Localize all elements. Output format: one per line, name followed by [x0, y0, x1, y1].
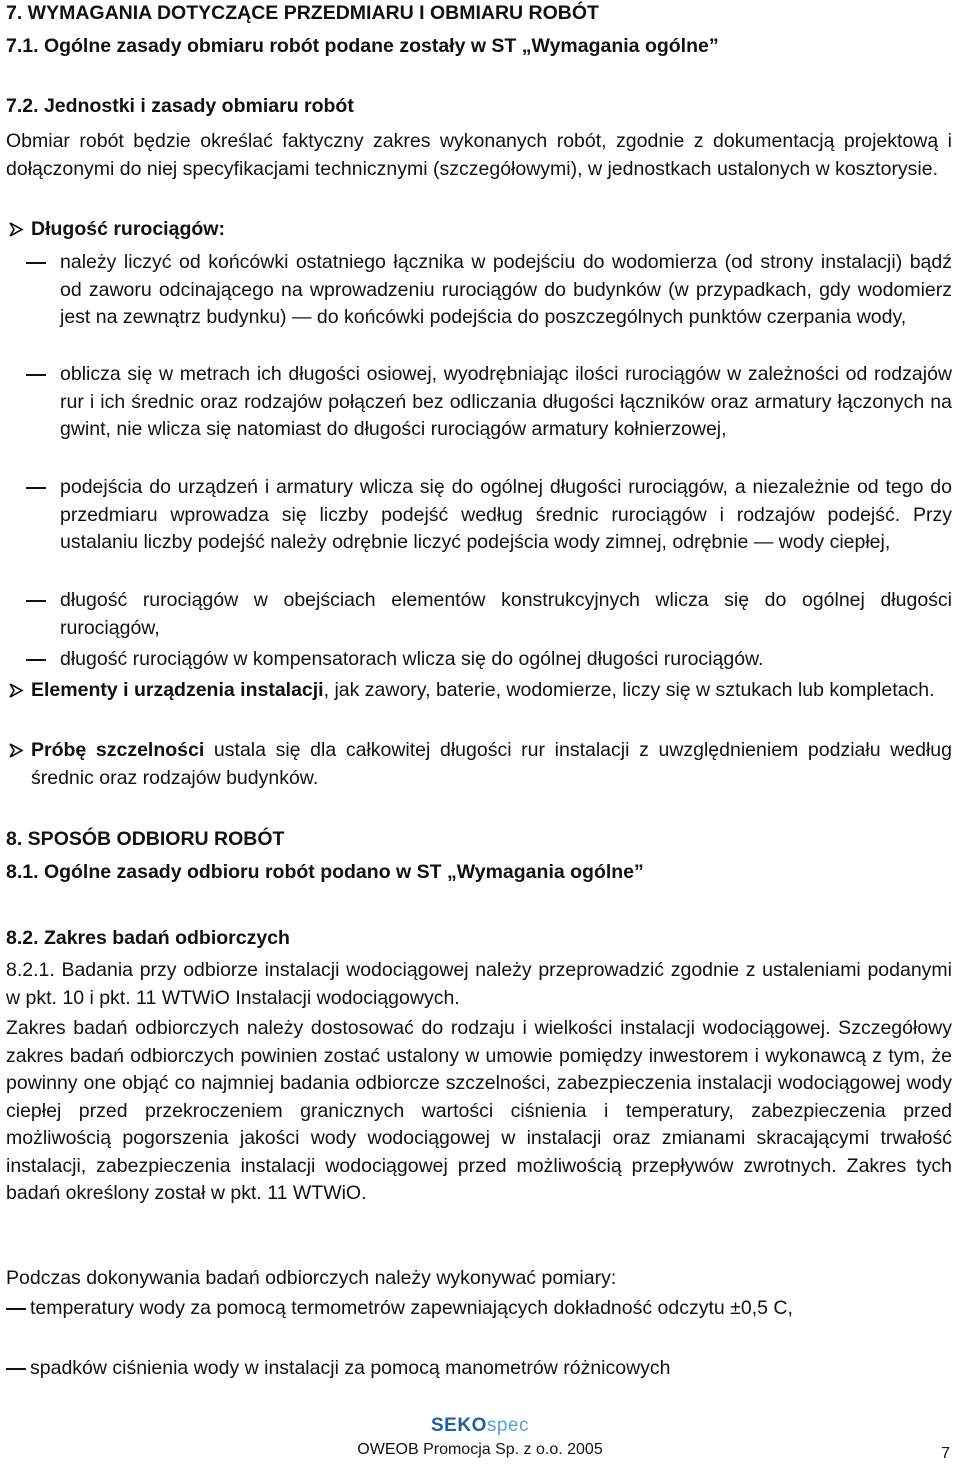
- measurements-intro: Podczas dokonywania badań odbiorczych należy wykonywać pomiary:: [6, 1267, 617, 1289]
- section-7-heading: 7. WYMAGANIA DOTYCZĄCE PRZEDMIARU I OBMIARU ROBÓT: [6, 2, 599, 24]
- bullet-elements: [6, 677, 952, 705]
- dash-marker: [26, 487, 46, 489]
- scope-paragraph: Zakres badań odbiorczych należy dostosować do rodzaju i wielkości instalacji wodociągowej. Szczegółowy zakres badań odbiorczych powinien zostać ustalony w umowie pomiędzy inwestorem i wykonawcą z tym, że powinny one objąć co najmniej badania odbiorcze szczelności, zabezpieczenia instalacji wodociągowej wody ciepłej przed przekroczeniem granicznych wartości ciśnienia i temperatury, zabezpieczenia przed możliwością pogorszenia jakości wody wodociągowej w instalacji oraz zmianami skracającymi trwałość instalacji, zabezpieczenia instalacji wodociągowej przed możliwością przepływów zwrotnych. Zakres tych badań określony został w pkt. 11 WTWiO.: [6, 1017, 952, 1204]
- list-item: [26, 646, 952, 674]
- bullet-bold: Elementy i urządzenia instalacji: [31, 679, 324, 701]
- list-item-text: oblicza się w metrach ich długości osiowej, wyodrębniając ilości rurociągów w zależności od rodzajów rur i ich średnic oraz rodzajów połączeń bez odliczania długości łączników oraz armatury łączonych na gwint, nie wlicza się natomiast do długości rurociągów armatury kołnierzowej,: [60, 363, 952, 440]
- list-item-text: spadków ciśnienia wody w instalacji za pomocą manometrów różnicowych: [30, 1357, 671, 1379]
- arrow-bullet-icon: [8, 216, 30, 243]
- list-item: [26, 587, 952, 642]
- list-item-text: długość rurociągów w obejściach elementów konstrukcyjnych wlicza się do ogólnej długości rurociągów,: [60, 589, 952, 639]
- page-number: 7: [941, 1445, 950, 1462]
- bullet-bold: Próbę szczelności: [31, 739, 205, 761]
- section-7-2-paragraph: Obmiar robót będzie określać faktyczny zakres wykonanych robót, zgodnie z dokumentacją projektową i dołączonymi do niej specyfikacjami technicznymi (szczegółowymi), w jednostkach ustalonych w kosztorysie.: [6, 130, 952, 180]
- list-item-text: należy liczyć od końcówki ostatniego łącznika w podejściu do wodomierza (od strony instalacji) bądź od zaworu odcinającego na wprowadzeniu rurociągów do budynków (w przypadkach, gdy wodomierz jest na zewnątrz budynku) — do końcówki podejścia do poszczególnych punktów czerpania wody,: [60, 251, 952, 328]
- list-item-text: długość rurociągów w kompensatorach wlicza się do ogólnej długości rurociągów.: [60, 648, 764, 670]
- sekospec-logo: SEKOspec: [431, 1415, 529, 1436]
- section-8-heading: 8. SPOSÓB ODBIORU ROBÓT: [6, 828, 285, 850]
- dash-marker: [6, 1308, 26, 1310]
- dash-marker: [26, 600, 46, 602]
- bullet-rest: ustala się dla całkowitej długości rur instalacji z uwzględnieniem podziału według średnic oraz rodzajów budynków.: [31, 739, 952, 789]
- arrow-bullet-icon: [8, 737, 30, 764]
- bullet-leak-test: [6, 737, 952, 792]
- list-item: [6, 1355, 952, 1383]
- section-8-2-heading: 8.2. Zakres badań odbiorczych: [6, 927, 290, 949]
- list-item: [26, 361, 952, 444]
- list-item: [26, 249, 952, 332]
- list-item-text: temperatury wody za pomocą termometrów zapewniających dokładność odczytu ±0,5 C,: [30, 1297, 793, 1319]
- dash-marker: [26, 262, 46, 264]
- section-8-2-1-paragraph: 8.2.1. Badania przy odbiorze instalacji wodociągowej należy przeprowadzić zgodnie z ustaleniami podanymi w pkt. 10 i pkt. 11 WTWiO Instalacji wodociągowych.: [6, 959, 952, 1009]
- dash-marker: [26, 659, 46, 661]
- section-8-1-heading: 8.1. Ogólne zasady odbioru robót podano w ST „Wymagania ogólne”: [6, 861, 644, 883]
- section-7-2-heading: 7.2. Jednostki i zasady obmiaru robót: [6, 95, 354, 117]
- list-item-text: podejścia do urządzeń i armatury wlicza się do ogólnej długości rurociągów, a niezależnie od tego do przedmiaru wprowadza się liczby podejść według średnic rurociągów i rodzajów podejść. Przy ustalaniu liczby podejść należy odrębnie liczyć podejścia wody zimnej, odrębnie — wody ciepłej,: [60, 476, 952, 553]
- list-item: [26, 474, 952, 557]
- bullet-text: [31, 737, 952, 792]
- footer-company: OWEOB Promocja Sp. z o.o. 2005: [357, 1440, 603, 1458]
- list-item: [6, 1295, 952, 1323]
- dash-marker: [6, 1368, 26, 1370]
- footer: [0, 1412, 960, 1460]
- bullet-pipe-length: [6, 216, 952, 244]
- bullet-rest: , jak zawory, baterie, wodomierze, liczy się w sztukach lub kompletach.: [323, 679, 935, 701]
- section-7-1-heading: 7.1. Ogólne zasady obmiaru robót podane zostały w ST „Wymagania ogólne”: [6, 35, 719, 57]
- bullet-title: Długość rurociągów:: [31, 218, 225, 240]
- dash-marker: [26, 374, 46, 376]
- bullet-text: [31, 677, 952, 705]
- arrow-bullet-icon: [8, 677, 30, 704]
